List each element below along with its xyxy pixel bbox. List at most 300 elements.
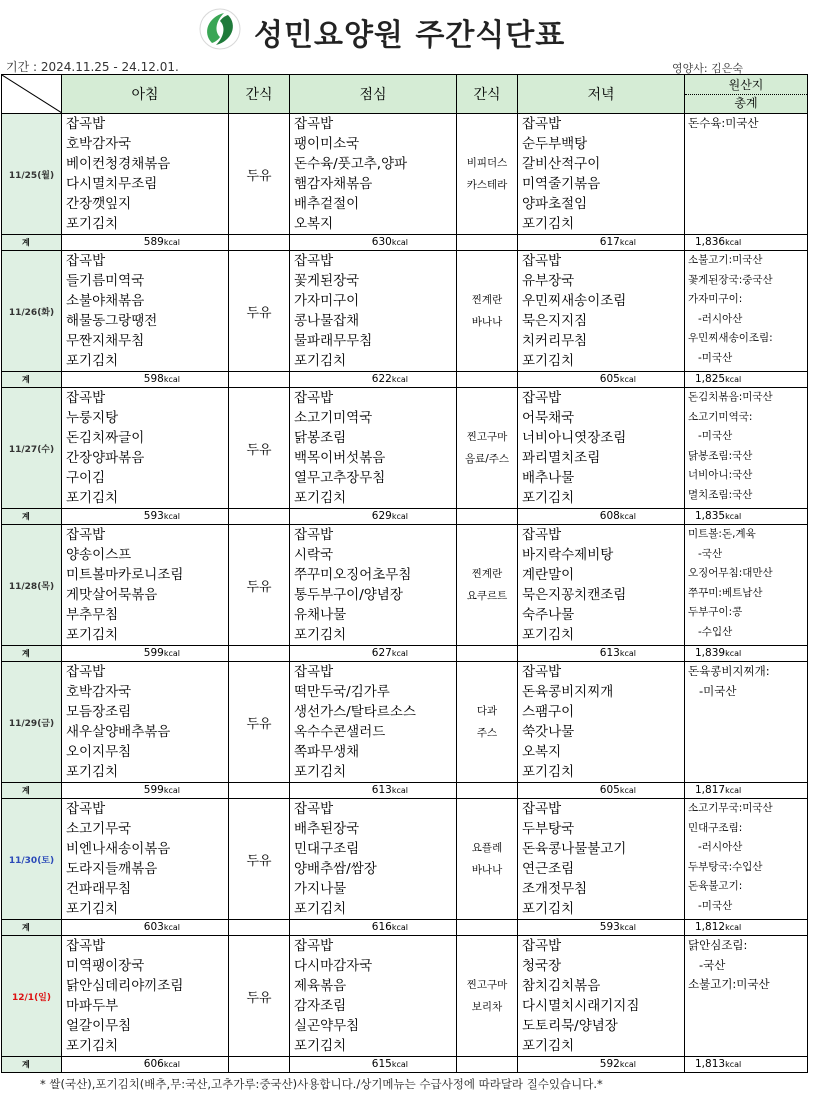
snack2-cell [457, 388, 518, 509]
breakfast-item: 미역팽이장국 [66, 958, 145, 974]
kcal-unit: kcal [391, 786, 408, 795]
kcal-value: 630 [371, 236, 392, 248]
dinner-item: 배추나물 [522, 470, 575, 486]
kcal-unit: kcal [163, 1060, 180, 1069]
dinner-item: 어묵채국 [522, 410, 575, 426]
snack1-kcal [229, 235, 290, 251]
snack1-cell [229, 662, 290, 783]
snack2-cell [457, 799, 518, 920]
origin-item: 소고기무국:미국산 [688, 802, 773, 814]
lunch-kcal [290, 646, 457, 662]
lunch-item: 실곤약무침 [294, 1018, 360, 1034]
dinner-cell [518, 114, 685, 235]
snack2-kcal [457, 783, 518, 799]
breakfast-kcal [62, 920, 229, 936]
lunch-item: 제육볶음 [294, 978, 347, 994]
lunch-kcal [290, 372, 457, 388]
day-row [2, 388, 808, 509]
dinner-item: 잡곡밥 [522, 664, 562, 680]
breakfast-item: 부추무침 [66, 607, 119, 623]
breakfast-item: 양송이스프 [66, 547, 132, 563]
lunch-cell [290, 525, 457, 646]
kcal-value: 599 [143, 647, 164, 659]
lunch-cell [290, 662, 457, 783]
origin-cell [685, 662, 808, 783]
kcal-row [2, 1057, 808, 1073]
dinner-item: 우민찌새송이조림 [522, 293, 627, 309]
dinner-item: 두부탕국 [522, 821, 575, 837]
breakfast-kcal [62, 1057, 229, 1073]
dinner-item: 잡곡밥 [522, 527, 562, 543]
dinner-item: 스팸구이 [522, 704, 575, 720]
breakfast-item: 잡곡밥 [66, 938, 106, 954]
lunch-item: 쪽파무생채 [294, 744, 360, 760]
lunch-item: 잡곡밥 [294, 801, 334, 817]
dinner-item: 잡곡밥 [522, 253, 562, 269]
kcal-value: 593 [143, 510, 164, 522]
kcal-unit: kcal [725, 512, 742, 521]
origin-item: -미국산 [688, 430, 733, 442]
breakfast-item: 소고기무국 [66, 821, 132, 837]
breakfast-cell [62, 799, 229, 920]
dinner-item: 갈비산적구이 [522, 156, 601, 172]
breakfast-item: 포기김치 [66, 1038, 119, 1054]
breakfast-item: 비엔나새송이볶음 [66, 841, 171, 857]
snack2-item: 찐고구마 [466, 431, 508, 443]
kcal-unit: kcal [619, 375, 636, 384]
col-dinner: 저녁 [518, 75, 685, 114]
snack2-item: 비피더스 [466, 157, 508, 169]
kcal-unit: kcal [163, 786, 180, 795]
origin-item: 오징어무침:대만산 [688, 567, 773, 579]
origin-item: 두부구이:콩 [688, 606, 743, 618]
dinner-item: 바지락수제비탕 [522, 547, 614, 563]
lunch-item: 꽃게된장국 [294, 273, 360, 289]
lunch-item: 포기김치 [294, 901, 347, 917]
origin-item: 미트볼:돈,계육 [688, 528, 756, 540]
origin-cell [685, 251, 808, 372]
snack2-cell [457, 525, 518, 646]
diagonal-line-icon [2, 75, 62, 113]
lunch-kcal [290, 1057, 457, 1073]
lunch-item: 포기김치 [294, 353, 347, 369]
breakfast-item: 포기김치 [66, 216, 119, 232]
kcal-row-label: 계 [2, 1057, 62, 1073]
dinner-cell [518, 936, 685, 1057]
snack2-item: 다과 [476, 705, 498, 717]
snack1-cell [229, 799, 290, 920]
breakfast-item: 얼갈이무침 [66, 1018, 132, 1034]
dinner-item: 돈육콩나물불고기 [522, 841, 627, 857]
breakfast-item: 새우살양배추볶음 [66, 724, 171, 740]
period-label: 기간 : 2024.11.25 - 24.12.01. [6, 60, 179, 74]
snack1-item: 두유 [246, 579, 272, 595]
day-date: 11/25(월) [2, 114, 62, 235]
origin-item: 소불고기:미국산 [688, 977, 770, 991]
lunch-item: 시락국 [294, 547, 334, 563]
snack2-item: 음료/주스 [464, 453, 510, 465]
kcal-unit: kcal [163, 238, 180, 247]
lunch-item: 콩나물잡채 [294, 313, 360, 329]
kcal-unit: kcal [619, 786, 636, 795]
kcal-unit: kcal [619, 1060, 636, 1069]
lunch-item: 백목이버섯볶음 [294, 450, 386, 466]
day-date: 11/30(토) [2, 799, 62, 920]
breakfast-item: 구이김 [66, 470, 106, 486]
origin-item: 가자미구이: [688, 293, 743, 305]
dinner-item: 참치김치볶음 [522, 978, 601, 994]
dinner-item: 잡곡밥 [522, 116, 562, 132]
breakfast-item: 잡곡밥 [66, 116, 106, 132]
dinner-item: 미역줄기볶음 [522, 176, 601, 192]
dinner-kcal [518, 235, 685, 251]
breakfast-item: 미트볼마카로니조림 [66, 567, 184, 583]
lunch-item: 가지나물 [294, 881, 347, 897]
breakfast-item: 건파래무침 [66, 881, 132, 897]
kcal-value: 592 [599, 1058, 620, 1070]
dinner-kcal [518, 509, 685, 525]
origin-item: 돈육불고기: [688, 880, 743, 892]
dinner-item: 다시멸치시래기지짐 [522, 998, 640, 1014]
breakfast-item: 간장양파볶음 [66, 450, 145, 466]
lunch-cell [290, 114, 457, 235]
snack1-kcal [229, 646, 290, 662]
dinner-cell [518, 251, 685, 372]
snack2-item: 바나나 [471, 316, 503, 328]
kcal-row-label: 계 [2, 783, 62, 799]
origin-item: -러시아산 [688, 841, 743, 853]
origin-item: 꽃게된장국:중국산 [688, 273, 773, 286]
lunch-item: 소고기미역국 [294, 410, 373, 426]
snack2-kcal [457, 1057, 518, 1073]
breakfast-item: 잡곡밥 [66, 253, 106, 269]
dinner-item: 양파초절임 [522, 196, 588, 212]
lunch-kcal [290, 235, 457, 251]
day-date: 11/26(화) [2, 251, 62, 372]
origin-item: 닭봉조림:국산 [688, 449, 753, 462]
dinner-cell [518, 662, 685, 783]
origin-cell [685, 936, 808, 1057]
breakfast-item: 돈김치짜글이 [66, 430, 145, 446]
kcal-unit: kcal [391, 923, 408, 932]
kcal-value: 629 [371, 510, 392, 522]
snack1-item: 두유 [246, 305, 272, 321]
breakfast-item: 도라지들깨볶음 [66, 861, 158, 877]
day-row [2, 114, 808, 235]
col-snack1: 간식 [229, 75, 290, 114]
snack1-kcal [229, 509, 290, 525]
kcal-value: 593 [599, 921, 620, 933]
breakfast-item: 포기김치 [66, 627, 119, 643]
kcal-value: 615 [371, 1058, 392, 1070]
lunch-item: 통두부구이/양념장 [294, 587, 403, 603]
breakfast-kcal [62, 509, 229, 525]
dinner-item: 치커리무침 [522, 333, 588, 349]
lunch-kcal [290, 509, 457, 525]
lunch-item: 민대구조림 [294, 841, 360, 857]
snack1-kcal [229, 372, 290, 388]
dinner-item: 유부장국 [522, 273, 575, 289]
breakfast-cell [62, 662, 229, 783]
day-date: 11/27(수) [2, 388, 62, 509]
kcal-row-label: 계 [2, 509, 62, 525]
col-lunch: 점심 [290, 75, 457, 114]
kcal-unit: kcal [391, 1060, 408, 1069]
breakfast-item: 포기김치 [66, 901, 119, 917]
dinner-item: 묵은지꽁치캔조림 [522, 587, 627, 603]
kcal-unit: kcal [725, 375, 742, 384]
breakfast-kcal [62, 235, 229, 251]
kcal-value: 605 [599, 373, 620, 385]
dinner-item: 너비아니엿장조림 [522, 430, 627, 446]
lunch-item: 생선가스/탈타르소스 [294, 704, 416, 720]
kcal-row [2, 920, 808, 936]
breakfast-item: 포기김치 [66, 353, 119, 369]
origin-cell [685, 799, 808, 920]
lunch-item: 닭봉조림 [294, 430, 347, 446]
origin-item: 돈육콩비지찌개: [688, 664, 770, 678]
origin-item: 너비아니:국산 [688, 469, 753, 481]
kcal-value: 598 [143, 373, 164, 385]
breakfast-cell [62, 114, 229, 235]
kcal-row-label: 계 [2, 372, 62, 388]
origin-item: 돈수육:미국산 [688, 116, 759, 130]
kcal-row-label: 계 [2, 646, 62, 662]
day-row [2, 799, 808, 920]
breakfast-item: 마파두부 [66, 998, 119, 1014]
kcal-row [2, 509, 808, 525]
origin-item: -국산 [688, 547, 723, 560]
origin-item: -미국산 [688, 899, 733, 912]
breakfast-kcal [62, 646, 229, 662]
dinner-item: 돈육콩비지찌개 [522, 684, 614, 700]
dinner-item: 쑥갓나물 [522, 724, 575, 740]
breakfast-item: 오이지무침 [66, 744, 132, 760]
lunch-item: 물파래무무침 [294, 333, 373, 349]
origin-item: 멸치조림:국산 [688, 488, 753, 501]
origin-item: 소불고기:미국산 [688, 254, 763, 266]
breakfast-item: 잡곡밥 [66, 801, 106, 817]
kcal-value: 603 [143, 921, 164, 933]
snack1-item: 두유 [246, 442, 272, 458]
snack2-item: 요쿠르트 [466, 590, 508, 602]
snack2-cell [457, 936, 518, 1057]
kcal-total-value: 1,812 [695, 921, 726, 933]
lunch-item: 잡곡밥 [294, 390, 334, 406]
kcal-value: 616 [371, 921, 392, 933]
kcal-unit: kcal [391, 649, 408, 658]
snack1-item: 두유 [246, 168, 272, 184]
breakfast-kcal [62, 372, 229, 388]
kcal-unit: kcal [163, 649, 180, 658]
snack1-kcal [229, 783, 290, 799]
day-date: 12/1(일) [2, 936, 62, 1057]
lunch-item: 오복지 [294, 216, 334, 232]
leaf-logo-icon [198, 7, 242, 51]
lunch-item: 돈수육/풋고추,양파 [294, 156, 408, 172]
menu-body [2, 114, 808, 1073]
snack2-item: 카스테라 [466, 179, 508, 191]
breakfast-item: 간장깻잎지 [66, 196, 132, 212]
kcal-unit: kcal [725, 649, 742, 658]
origin-item: 돈김치볶음:미국산 [688, 391, 773, 403]
kcal-unit: kcal [619, 238, 636, 247]
lunch-item: 잡곡밥 [294, 116, 334, 132]
lunch-item: 다시마감자국 [294, 958, 373, 974]
snack1-cell [229, 114, 290, 235]
dinner-cell [518, 799, 685, 920]
col-total-label: 총계 [734, 95, 758, 110]
breakfast-item: 다시멸치무조림 [66, 176, 158, 192]
snack2-cell [457, 114, 518, 235]
origin-cell [685, 525, 808, 646]
lunch-item: 포기김치 [294, 764, 347, 780]
kcal-value: 627 [371, 647, 392, 659]
origin-cell [685, 114, 808, 235]
kcal-unit: kcal [163, 375, 180, 384]
kcal-unit: kcal [163, 512, 180, 521]
breakfast-cell [62, 936, 229, 1057]
kcal-row-label: 계 [2, 235, 62, 251]
snack2-item: 찐계란 [471, 294, 503, 306]
snack2-kcal [457, 646, 518, 662]
dinner-item: 포기김치 [522, 1038, 575, 1054]
dinner-item: 잡곡밥 [522, 801, 562, 817]
dinner-item: 순두부백탕 [522, 136, 588, 152]
dinner-item: 꽈리멸치조림 [522, 450, 601, 466]
kcal-value: 599 [143, 784, 164, 796]
dinner-cell [518, 525, 685, 646]
lunch-item: 배추겉절이 [294, 196, 360, 212]
breakfast-item: 잡곡밥 [66, 390, 106, 406]
snack2-item: 요플레 [471, 842, 503, 854]
dinner-item: 포기김치 [522, 901, 575, 917]
origin-item: -미국산 [688, 683, 737, 698]
kcal-unit: kcal [725, 238, 742, 247]
breakfast-item: 포기김치 [66, 490, 119, 506]
kcal-value: 617 [599, 236, 620, 248]
snack1-cell [229, 388, 290, 509]
lunch-item: 팽이미소국 [294, 136, 360, 152]
kcal-value: 608 [599, 510, 620, 522]
dinner-kcal [518, 1057, 685, 1073]
snack2-item: 주스 [476, 727, 498, 739]
lunch-item: 옥수수콘샐러드 [294, 724, 386, 740]
kcal-value: 606 [143, 1058, 164, 1070]
lunch-item: 감자조림 [294, 998, 347, 1014]
kcal-unit: kcal [391, 512, 408, 521]
header-row [2, 75, 808, 114]
origin-item: 두부탕국:수입산 [688, 860, 763, 873]
dinner-item: 오복지 [522, 744, 562, 760]
kcal-total-value: 1,825 [695, 373, 726, 385]
breakfast-item: 잡곡밥 [66, 527, 106, 543]
snack1-item: 두유 [246, 853, 272, 869]
kcal-value: 613 [371, 784, 392, 796]
col-snack2: 간식 [457, 75, 518, 114]
snack2-kcal [457, 920, 518, 936]
origin-item: -미국산 [688, 351, 733, 364]
origin-item: -러시아산 [688, 312, 743, 325]
dinner-item: 포기김치 [522, 216, 575, 232]
total-kcal [685, 783, 808, 799]
snack2-kcal [457, 509, 518, 525]
lunch-item: 포기김치 [294, 490, 347, 506]
day-date: 11/28(목) [2, 525, 62, 646]
page-title: 성민요양원 주간식단표 [254, 18, 566, 53]
breakfast-item: 닭안심데리야끼조림 [66, 978, 184, 994]
origin-item: 소고기미역국: [688, 410, 753, 423]
lunch-kcal [290, 783, 457, 799]
snack2-kcal [457, 235, 518, 251]
kcal-total-value: 1,836 [695, 236, 726, 248]
total-kcal [685, 372, 808, 388]
day-row [2, 662, 808, 783]
kcal-value: 589 [143, 236, 164, 248]
snack2-kcal [457, 372, 518, 388]
kcal-unit: kcal [391, 375, 408, 384]
snack1-item: 두유 [246, 990, 272, 1006]
kcal-row-label: 계 [2, 920, 62, 936]
origin-item: 닭안심조림: [688, 938, 748, 952]
dinner-item: 잡곡밥 [522, 390, 562, 406]
origin-item: 우민찌새송이조림: [688, 332, 773, 344]
day-date: 11/29(금) [2, 662, 62, 783]
snack1-item: 두유 [246, 716, 272, 732]
total-kcal [685, 235, 808, 251]
lunch-cell [290, 251, 457, 372]
dinner-item: 묵은지지짐 [522, 313, 588, 329]
lunch-cell [290, 799, 457, 920]
title-area [0, 0, 823, 56]
breakfast-cell [62, 525, 229, 646]
kcal-value: 605 [599, 784, 620, 796]
breakfast-item: 게맛살어묵볶음 [66, 587, 158, 603]
snack2-item: 바나나 [471, 864, 503, 876]
lunch-item: 햄감자채볶음 [294, 176, 373, 192]
breakfast-item: 누룽지탕 [66, 410, 119, 426]
total-kcal [685, 920, 808, 936]
lunch-item: 떡만두국/김가루 [294, 684, 390, 700]
kcal-unit: kcal [619, 649, 636, 658]
total-kcal [685, 509, 808, 525]
breakfast-item: 소불야채볶음 [66, 293, 145, 309]
dinner-kcal [518, 646, 685, 662]
kcal-total-value: 1,813 [695, 1058, 726, 1070]
corner-cell [2, 75, 62, 114]
lunch-item: 가자미구이 [294, 293, 360, 309]
col-breakfast: 아침 [62, 75, 229, 114]
dinner-kcal [518, 920, 685, 936]
dinner-item: 숙주나물 [522, 607, 575, 623]
origin-item: 쭈꾸미:베트남산 [688, 586, 763, 599]
snack1-kcal [229, 920, 290, 936]
total-kcal [685, 1057, 808, 1073]
lunch-item: 잡곡밥 [294, 664, 334, 680]
snack1-cell [229, 936, 290, 1057]
dinner-item: 포기김치 [522, 490, 575, 506]
breakfast-item: 해물동그랑땡전 [66, 313, 158, 329]
kcal-row [2, 372, 808, 388]
origin-item: 민대구조림: [688, 821, 743, 834]
day-row [2, 525, 808, 646]
dinner-kcal [518, 372, 685, 388]
breakfast-item: 들기름미역국 [66, 273, 145, 289]
kcal-unit: kcal [619, 512, 636, 521]
snack2-item: 보리차 [471, 1001, 503, 1013]
kcal-total-value: 1,839 [695, 647, 726, 659]
lunch-item: 포기김치 [294, 627, 347, 643]
